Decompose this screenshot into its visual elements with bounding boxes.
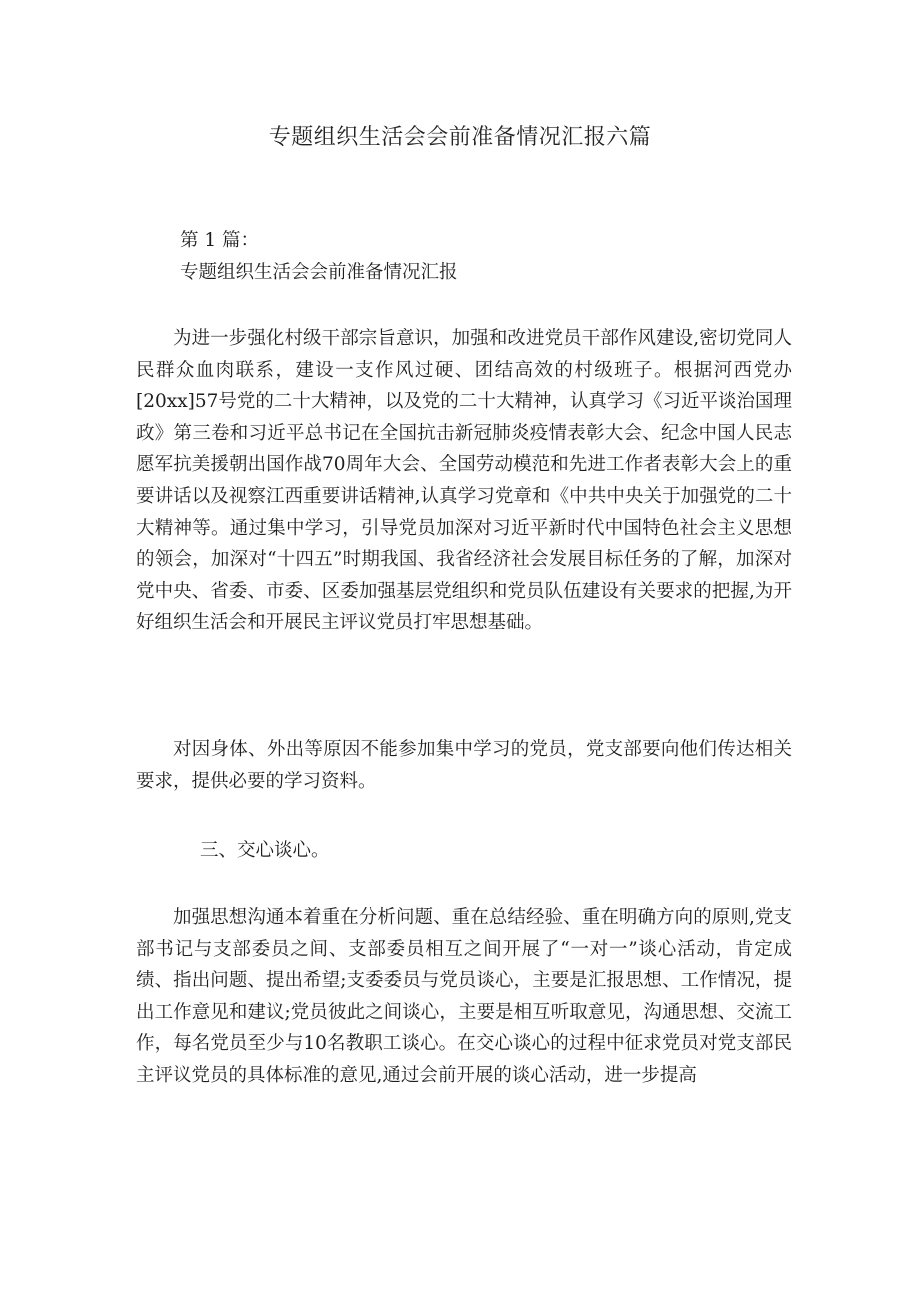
chapter-title: 专题组织生活会会前准备情况汇报 [180, 262, 458, 283]
paragraph-3: 加强思想沟通本着重在分析问题、重在总结经验、重在明确方向的原则,党支部书记与支部委员之间、支部委员相互之间开展了“一对一”谈心活动，肯定成绩、指出问题、提出希望;支委委员与党员谈心，主要是汇报思想、工作情况，提出工作意见和建议;党员彼此之间谈心，主要是相互听取意见，沟通思想、交流工作，每名党员至少与10名教职工谈心。在交心谈心的过程中征求党员对党支部民主评议党员的具体标准的意见,通过会前开展的谈心活动，进一步提高 [136, 907, 792, 1086]
paragraph-2-block [136, 734, 792, 797]
paragraph-1-block [136, 323, 792, 639]
paragraph-1: 为进一步强化村级干部宗旨意识，加强和改进党员干部作风建设,密切党同人民群众血肉联系，建设一支作风过硬、团结高效的村级班子。根据河西党办[20xx]57号党的二十大精神，以及党的二十大精神，认真学习《习近平谈治国理政》第三卷和习近平总书记在全国抗击新冠肺炎疫情表彰大会、纪念中国人民志愿军抗美援朝出国作战70周年大会、全国劳动模范和先进工作者表彰大会上的重要讲话以及视察江西重要讲话精神,认真学习党章和《中共中央关于加强党的二十大精神等。通过集中学习，引导党员加深对习近平新时代中国特色社会主义思想的领会，加深对“十四五”时期我国、我省经济社会发展目标任务的了解，加深对党中央、省委、市委、区委加强基层党组织和党员队伍建设有关要求的把握,为开好组织生活会和开展民主评议党员打牢思想基础。 [136, 328, 792, 634]
document-title: 专题组织生活会会前准备情况汇报六篇 [268, 125, 652, 150]
section-heading: 三、交心谈心。 [200, 840, 330, 861]
paragraph-3-block [136, 902, 792, 1092]
paragraph-2: 对因身体、外出等原因不能参加集中学习的党员，党支部要向他们传达相关要求，提供必要的学习资料。 [136, 739, 792, 792]
chapter-label: 第 1 篇： [180, 230, 260, 251]
